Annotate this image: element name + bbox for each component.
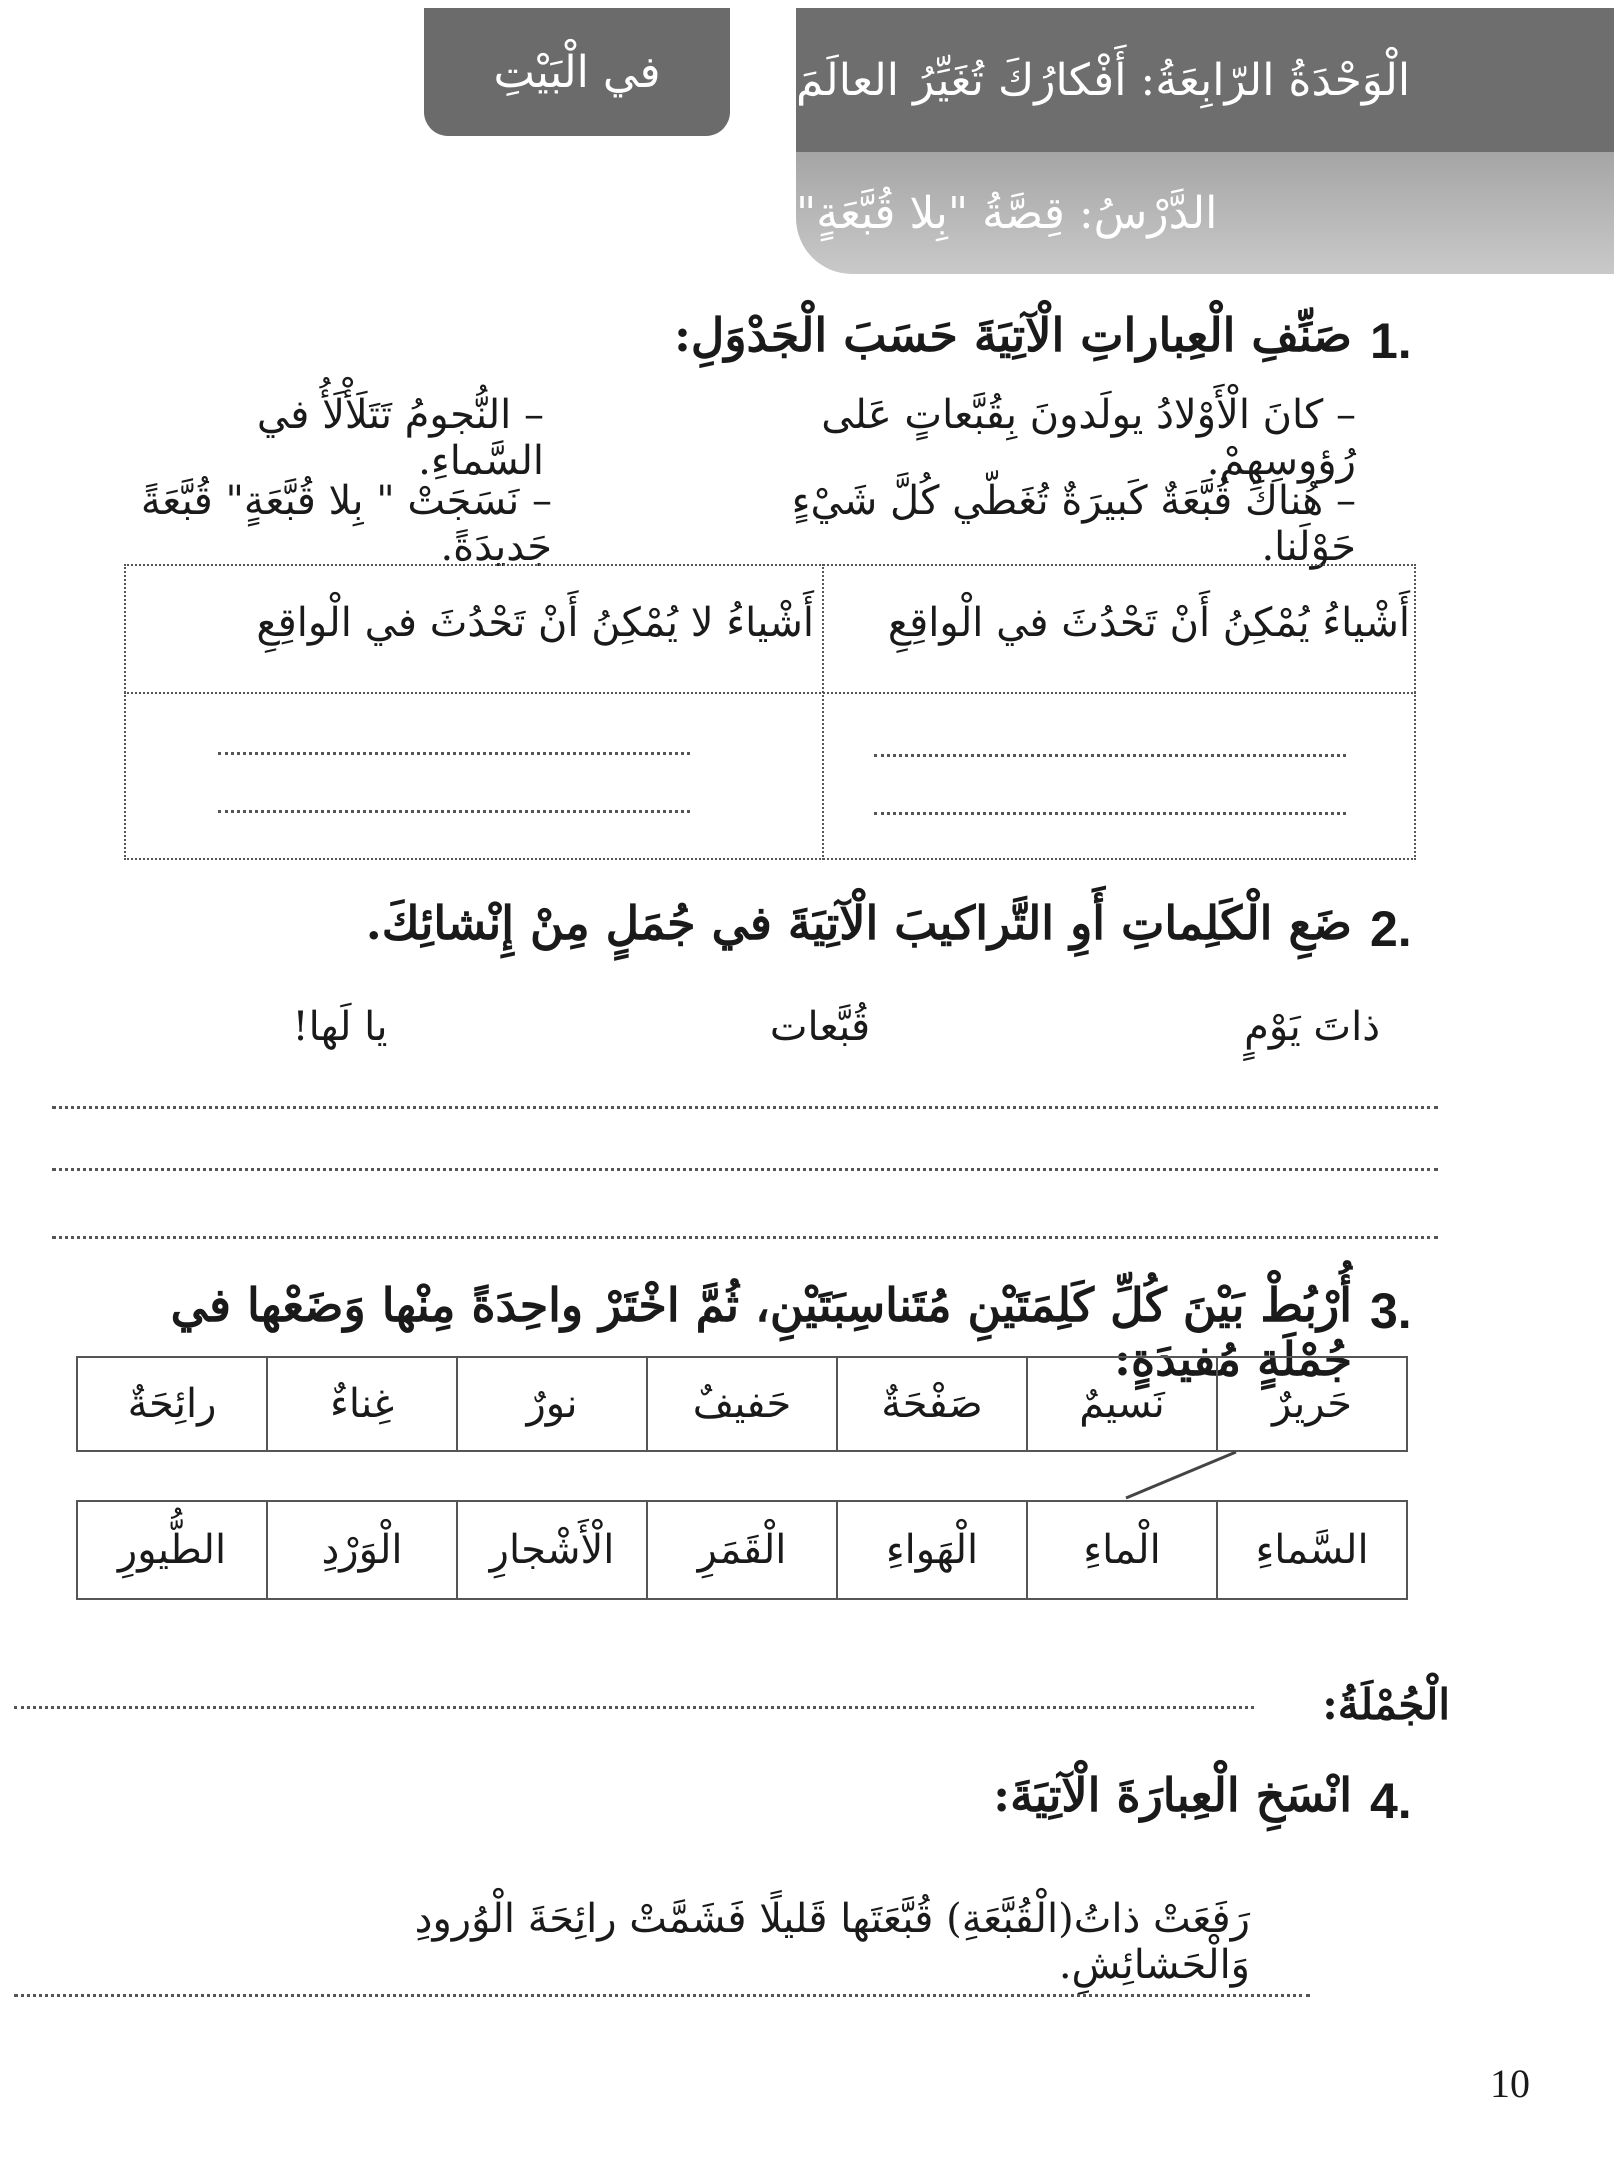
match-word-cell[interactable]: غِناءٌ	[266, 1358, 456, 1450]
match-word-cell[interactable]: حَريرٌ	[1216, 1358, 1406, 1450]
table-header-possible: أَشْياءُ يُمْكِنُ أَنْ تَحْدُثَ في الْواقِعِ	[887, 600, 1410, 646]
q2-word-2: قُبَّعات	[769, 1004, 871, 1050]
q1-statement-2: – النُّجومُ تَتَلَأْلَأُ في السَّماءِ.	[256, 392, 544, 484]
match-word-cell[interactable]: الْوَرْدِ	[266, 1502, 456, 1598]
match-word-cell[interactable]: الْأَشْجارِ	[456, 1502, 646, 1598]
q2-word-1: ذاتَ يَوْمٍ	[1244, 1004, 1380, 1050]
match-word-cell[interactable]: الطُّيورِ	[117, 1527, 227, 1573]
match-word-cell[interactable]: رائِحَةٌ	[127, 1381, 217, 1427]
match-word-cell[interactable]: حَفيفٌ	[646, 1358, 836, 1450]
question-1-number: 1.	[1370, 313, 1412, 369]
copy-answer-line[interactable]	[14, 1994, 1310, 1997]
sentence-label: الْجُمْلَةُ:	[1322, 1680, 1450, 1729]
match-word-cell[interactable]: نورٌ	[456, 1358, 646, 1450]
match-word-cell[interactable]: صَفْحَةٌ	[836, 1358, 1026, 1450]
question-1-prompt: صَنِّفِ الْعِباراتِ الْآتِيَةَ حَسَبَ الْجَدْوَلِ:	[673, 308, 1352, 362]
match-word-cell[interactable]: الْقَمَرِ	[646, 1502, 836, 1598]
sentence-answer-line[interactable]	[14, 1706, 1254, 1709]
unit-title: الْوَحْدَةُ الرّابِعَةُ: أَفْكارُكَ تُغَيِّرُ العالَمَ	[796, 54, 1411, 106]
question-4-number: 4.	[1370, 1773, 1412, 1829]
match-word-cell[interactable]: السَّماءِ	[1216, 1502, 1406, 1598]
home-tab-label: في الْبَيْتِ	[424, 8, 730, 136]
match-word-cell[interactable]: الْماءِ	[1026, 1502, 1216, 1598]
question-4-prompt: انْسَخِ الْعِبارَةَ الْآتِيَةَ:	[993, 1768, 1352, 1822]
q1-statement-3: – هُناكَ قُبَّعَةٌ كَبيرَةٌ تُغَطّي كُلَّ شَيْءٍ حَوْلَنا.	[791, 478, 1356, 570]
match-word-cell[interactable]: نَسيمٌ	[1026, 1358, 1216, 1450]
q1-statement-4: – نَسَجَتْ " بِلا قُبَّعَةٍ" قُبَّعَةً جَديدَةً.	[140, 478, 552, 570]
question-2-prompt: ضَعِ الْكَلِماتِ أَوِ التَّراكيبَ الْآتِيَةَ في جُمَلٍ مِنْ إِنْشائِكَ.	[365, 896, 1352, 950]
question-2-number: 2.	[1370, 901, 1412, 957]
question-3-number: 3.	[1370, 1283, 1412, 1339]
question-3-prompt: أُرْبُطْ بَيْنَ كُلِّ كَلِمَتَيْنِ مُتَناسِبَتَيْنِ، ثُمَّ اخْتَرْ واحِدَةً مِنْها وَضَعْها في جُمْلَةٍ مُفيدَةٍ:	[170, 1278, 1352, 1386]
matching-row-2	[76, 1500, 1408, 1600]
q1-statement-1: – كانَ الْأَوْلادُ يولَدونَ بِقُبَّعاتٍ عَلى رُؤوسِهِمْ.	[821, 392, 1356, 484]
match-word-cell[interactable]: الْهَواءِ	[836, 1502, 1026, 1598]
copy-sentence: رَفَعَتْ ذاتُ(الْقُبَّعَةِ) قُبَّعَتَها قَليلًا فَشَمَّتْ رائِحَةَ الْوُرودِ وَالْحَشائِشِ.	[414, 1896, 1250, 1988]
q2-word-3: يا لَها!	[292, 1004, 388, 1050]
page-number: 10	[1490, 2061, 1530, 2106]
lesson-title: الدَّرْسُ: قِصَّةُ "بِلا قُبَّعَةٍ"	[796, 187, 1218, 239]
table-header-impossible: أَشْياءُ لا يُمْكِنُ أَنْ تَحْدُثَ في الْواقِعِ	[256, 600, 814, 646]
